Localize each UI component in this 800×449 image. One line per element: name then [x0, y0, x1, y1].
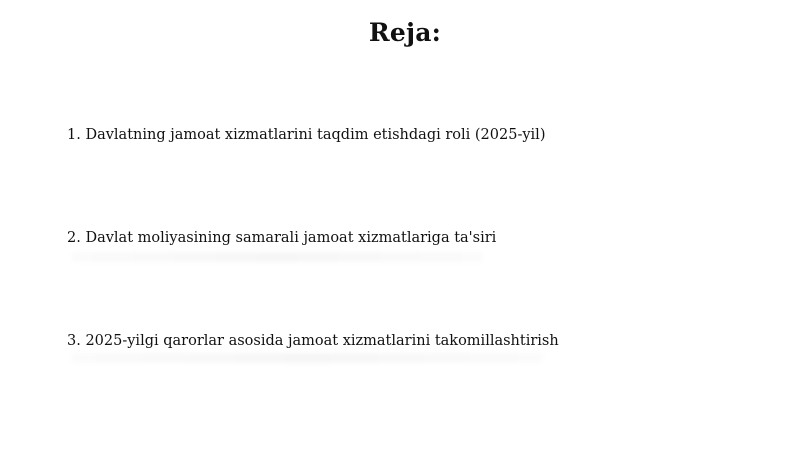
- plan-item-3: 3. 2025-yilgi qarorlar asosida jamoat xizmatlarini takomillashtirish: [67, 333, 559, 349]
- text-shadow-artifact: [72, 252, 482, 262]
- plan-item-2: 2. Davlat moliyasining samarali jamoat xizmatlariga ta'siri: [67, 230, 497, 246]
- slide-title: Reja:: [368, 18, 442, 47]
- text-shadow-artifact: [72, 353, 542, 363]
- plan-item-1: 1. Davlatning jamoat xizmatlarini taqdim etishdagi roli (2025-yil): [67, 127, 546, 143]
